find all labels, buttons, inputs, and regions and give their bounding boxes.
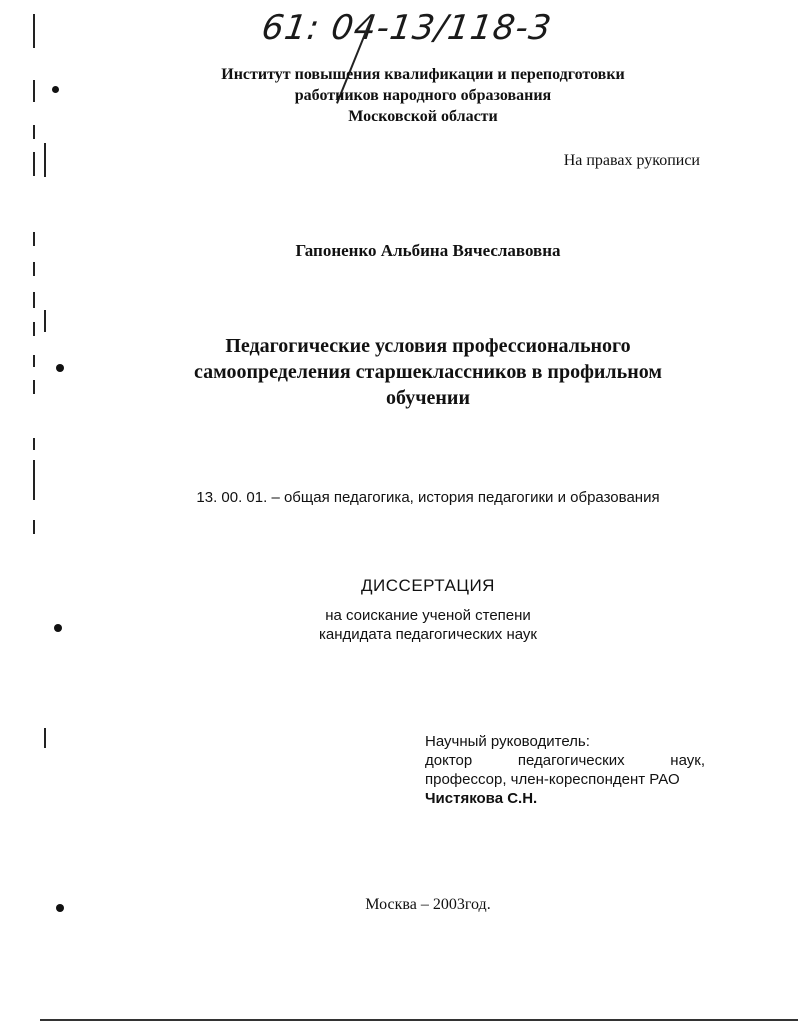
dissertation-title [30,333,798,411]
title-line-2: самоопределения старшеклассников в профильном [193,361,662,383]
supervisor-degree-word-2: педагогических [517,752,625,769]
scan-edge-line [40,1019,798,1021]
scan-artifact [44,143,46,177]
specialty-code: 13. 00. 01. – общая педагогика, история педагогики и образования [196,489,660,506]
scan-artifact [33,460,35,500]
scan-artifact [44,310,46,332]
scan-artifact [52,86,59,93]
degree-line-2: кандидата педагогических наук [319,626,537,643]
supervisor-degree-word-3: наук, [670,752,705,769]
scan-artifact [33,520,35,534]
degree-description [30,606,798,644]
scan-artifact [56,364,64,372]
author-name: Гапоненко Альбина Вячеславовна [295,241,561,260]
scan-artifact [33,125,35,139]
scan-artifact [33,292,35,308]
supervisor-label: Научный руководитель: [425,733,590,750]
supervisor-degree [425,751,705,770]
scan-artifact [33,80,35,102]
title-line-3: обучении [386,387,470,409]
manuscript-rights: На правах рукописи [563,152,700,169]
scan-artifact [33,14,35,48]
scan-artifact [54,624,62,632]
scan-artifact [44,728,46,748]
scan-artifact [33,262,35,276]
scan-artifact [56,904,64,912]
supervisor-degree-word-1: доктор [425,752,473,769]
scan-artifact [33,380,35,394]
title-line-1: Педагогические условия профессионального [225,335,631,357]
city-year: Москва – 2003год. [365,896,491,913]
supervisor-block [425,732,705,808]
institute-header [48,64,798,127]
scan-artifact [33,322,35,336]
scan-artifact [33,152,35,176]
dissertation-label: ДИССЕРТАЦИЯ [361,576,495,595]
handwritten-archive-code: 61: 04-13/118-3 [259,8,555,48]
scan-artifact [33,355,35,367]
supervisor-position: профессор, член-кореспондент РАО [425,771,680,788]
supervisor-name: Чистякова С.Н. [425,790,538,807]
scan-artifact [33,232,35,246]
institute-line-1: Институт повышения квалификации и переподготовки [221,66,625,83]
degree-line-1: на соискание ученой степени [325,607,531,624]
institute-line-2: работников народного образования [294,87,552,104]
scan-artifact [33,438,35,450]
institute-line-3: Московской области [348,108,498,125]
